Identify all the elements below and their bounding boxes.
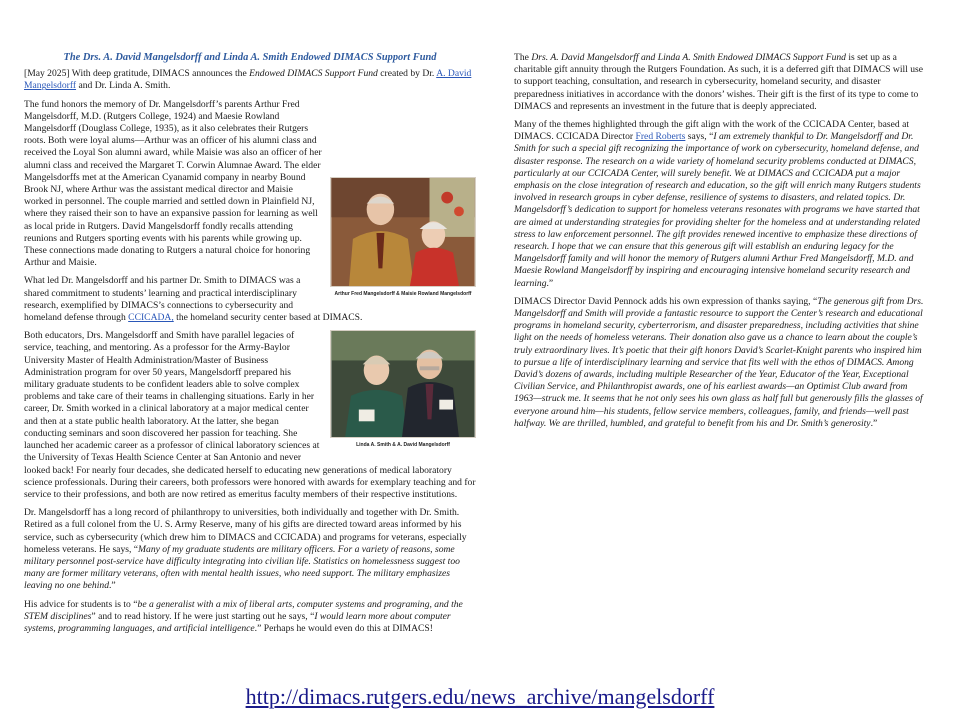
- caption-couple: Linda A. Smith & A. David Mangelsdorff: [356, 442, 450, 449]
- paragraph-educators: Both educators, Drs. Mangelsdorff and Smith have parallel legacies of service, teaching, and mentoring. As a professor for the Army-Baylor University Master of Health Administration/Master of Business Administration program for over 50 years, Mangelsdorff prepared his military graduate students to be confident leaders able to solve complex problems and take care of their teams in challenging situations. Early in her career, Dr. Smith worked in a clinical laboratory at a major medical center and then at a state public health laboratory. At the latter, she began conducting seminars and soon discovered her passion for teaching. She launched her academic career as a professor of clinical laboratory sciences at the University of Texas Health Science Center at San Antonio and never looked back! For nearly four decades, she dedicated herself to educating new generations of medical laboratory science professionals. During their careers, both professors were honored with awards for exemplary teaching and for service to their professions, and both are now retired as emeritus faculty members of their respective institutions.: [24, 330, 476, 500]
- paragraph-advice: His advice for students is to “be a generalist with a mix of liberal arts, computer systems and programing, and the STEM disciplines” and to read history. If he were just starting out he says, “I would learn more about computer systems, programming languages, and artificial intelligence.” Perhaps he would even do this at DIMACS!: [24, 598, 463, 634]
- couple-photo: [330, 330, 476, 449]
- news-archive-url-link[interactable]: http://dimacs.rutgers.edu/news_archive/mangelsdorff: [245, 684, 715, 709]
- paragraph-intro: [May 2025] With deep gratitude, DIMACS announces the Endowed DIMACS Support Fund created by Dr. A. David Mangelsdorff and Dr. Linda A. Smith.: [24, 68, 472, 92]
- ccicada-link[interactable]: CCICADA,: [128, 312, 174, 324]
- article-title: The Drs. A. David Mangelsdorff and Linda A. Smith Endowed DIMACS Support Fund: [63, 52, 437, 63]
- mangelsdorff-link[interactable]: A. David Mangelsdorff: [24, 68, 472, 92]
- fred-roberts-link[interactable]: Fred Roberts: [635, 131, 686, 143]
- left-column: [24, 52, 476, 641]
- caption-parents: Arthur Fred Mangelsdorff & Maisie Rowland Mangelsdorff: [334, 290, 472, 297]
- paragraph-fund-setup: The Drs. A. David Mangelsdorff and Linda A. Smith Endowed DIMACS Support Fund is set up as a charitable gift annuity through the Rutgers Foundation. As such, it is a deferred gift that DIMACS will use to support teaching, consultation, and research in cybersecurity, homeland security, and disaster preparedness initiatives in accordance with the donors’ wishes. Their gift is the first of its type to come to DIMACS and represents an investment in the future that is deeply appreciated.: [514, 52, 923, 112]
- parents-photo: [330, 177, 476, 298]
- paragraph-philanthropy: Dr. Mangelsdorff has a long record of philanthropy to universities, both individually and together with Dr. Smith. Retired as a full colonel from the U. S. Army Reserve, many of his gifts are directed toward areas informed by his service, such as cybersecurity (which drew him to DIMACS and CCICADA) and programs for veterans, especially homeless veterans. He says, “Many of my graduate students are military officers. For a variety of reasons, some military personnel post-service have difficulty integrating into civilian life. Statistics on homelessness suggest too many are former military veterans, often with mental health issues, who need support. The military emphasizes leaving no one behind.”: [24, 507, 467, 592]
- paragraph-parents: The fund honors the memory of Dr. Mangelsdorff’s parents Arthur Fred Mangelsdorff, M.D. (Rutgers College, 1924) and Maesie Rowland Mangelsdorff (Douglass College, 1935), as it also celebrates their Rutgers roots. Both were loyal alums—Arthur was an officer of his alumni class and received the Loyal Son alumni award, while Maisie was also an officer of her alumni class and received the Margaret T. Corwin Alumnae Award. The elder Mangelsdorffs met at the American Cyanamid company in nearby Bound Brook NJ, where Arthur was the assistant medical director and Maisie worked in personnel. The couple married and settled down in Plainfield NJ, where they raised their son to have an expansive passion for learning as well as local pride in Rutgers. David Mangelsdorff fondly recalls attending reunions and Rutgers sporting events with his parents while growing up. These connections made donating to Rutgers a natural choice for honoring Arthur and Maisie.: [24, 98, 322, 269]
- couple-photo-image: [330, 330, 476, 438]
- paragraph-pennock: DIMACS Director David Pennock adds his own expression of thanks saying, “The generous gift from Drs. Mangelsdorff and Smith will provide a fantastic resource to support the Center’s research and educational programs in homeland security, cyberterrorism, and disaster preparedness, including activities that shine light on the needs of homeless veterans. Their donation also gave us a chance to learn about the couple’s truly extraordinary lives. It’s poetic that their gift honors David’s Scarlet-Knight parents who inspired him to pursue a life of interdisciplinary learning and service that fits well with the ethos of DIMACS. Among David’s dozens of awards, including multiple Researcher of the Year, Educator of the Year, Exceptional Civilian Service, and Philanthropist awards, one of his earliest awards—an Optimist Club award from 1963—struck me. It seems that he not only sees his own glass as half full but generously fills the glasses of everyone around him—his students, fellow service members, colleagues, family, and friends—well past halfway. We are thrilled, humbled, and grateful to benefit from his and Dr. Smith’s generosity.”: [514, 295, 924, 429]
- footer: [0, 684, 960, 710]
- parents-photo-image: [330, 177, 476, 287]
- right-column: [514, 52, 926, 436]
- paragraph-ccicada: Many of the themes highlighted through the gift align with the work of the CCICADA Center, based at DIMACS. CCICADA Director Fred Roberts says, “I am extremely thankful to Dr. Mangelsdorff and Dr. Smith for such a special gift recognizing the importance of work on cybersecurity, homeland defense, and disaster response. The research on a wide variety of homeland security problems conducted at DIMACS, particularly at our CCICADA Center, will surely benefit. We at DIMACS and CCICADA put a major emphasis on the close integration of research and education, so the gift will enrich many Rutgers students involved in research groups in cyber defense, resilience of systems to disasters, and related topics. Dr. Mangelsdorff’s dedication to support for homeless veterans resonates with programs we have started that are aimed at understanding strategies for providing shelter for the homeless and at understanding related stress to law enforcement personnel. The gift provides renewed incentive to emphasize these directions of research. I hope that we can ensure that this generous gift will establish an enduring legacy for the Mangelsdorff family and will honor the memory of Rutgers alumni Arthur Fred Mangelsdorff, M.D. and Maesie Rowland Mangelsdorff by inspiring and encouraging intensive homeland security research and learning.”: [514, 119, 921, 289]
- paragraph-commitment: What led Dr. Mangelsdorff and his partner Dr. Smith to DIMACS was a shared commitment to students’ learning and practical interdisciplinary research, exemplified by DIMACS’s connections to cybersecurity and homeland defense through CCICADA, the homeland security center based at DIMACS.: [24, 275, 363, 324]
